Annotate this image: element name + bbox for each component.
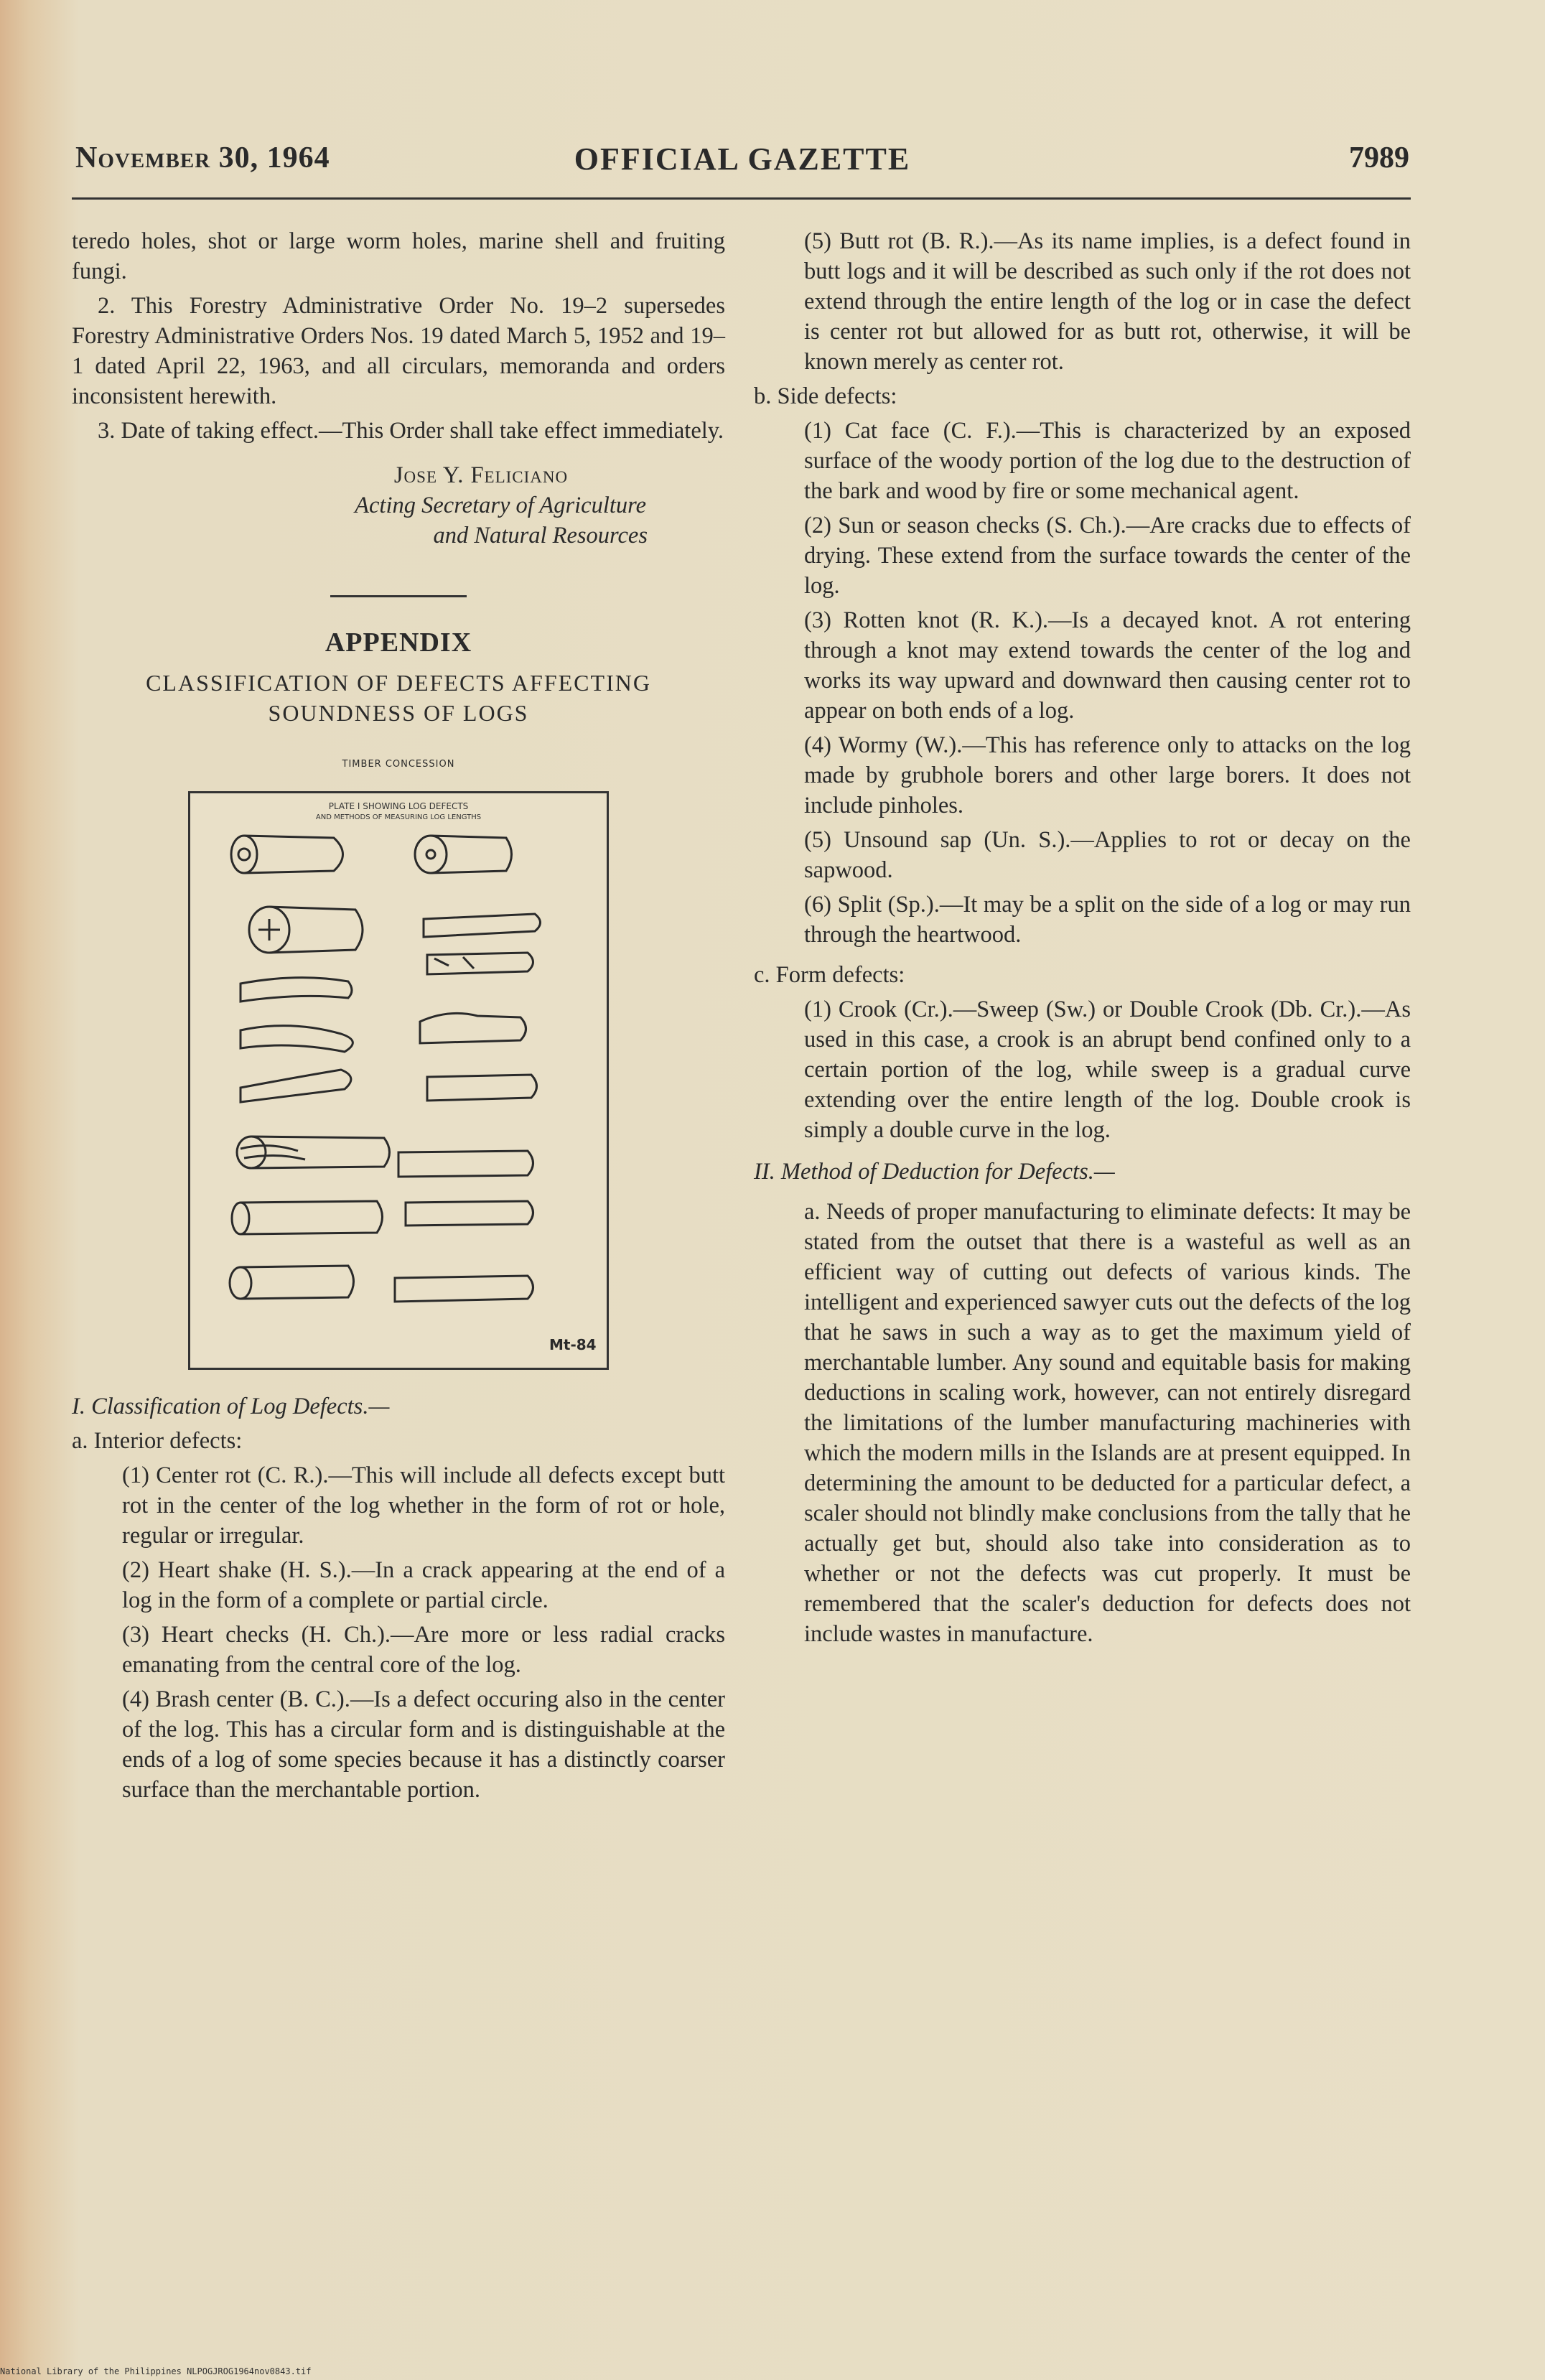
log-icon bbox=[241, 1070, 351, 1102]
interior-defects-list-continued bbox=[754, 226, 1411, 377]
section-II-heading: II. Method of Deduction for Defects.— bbox=[754, 1159, 1115, 1185]
appendix-subtitle bbox=[72, 668, 725, 728]
log-icon bbox=[241, 1201, 383, 1234]
section-b-heading: b. Side defects: bbox=[754, 383, 897, 409]
defect-butt-rot: (5) Butt rot (B. R.).—As its name implies, is a defect found in butt logs and it will be described as such only if the rot does not extend through the entire length of the log or in case the defect is center rot but allowed for as butt rot, otherwise, it will be known merely as center rot. bbox=[804, 228, 1411, 375]
signatory-title-1: Acting Secretary of Agriculture bbox=[355, 493, 646, 518]
log-icon bbox=[241, 1266, 354, 1299]
defect-brash-center: (4) Brash center (B. C.).—Is a defect occuring also in the center of the log. This has a circular form and is distinguishable at the ends of a log of some species because it has a distinctly coarser surface than the merchantable portion. bbox=[122, 1686, 725, 1803]
figure-top-caption: TIMBER CONCESSION bbox=[342, 759, 455, 770]
log-icon bbox=[241, 1026, 353, 1052]
defect-cat-face: (1) Cat face (C. F.).—This is characterized by an exposed surface of the woody portion of the log due to the destruction of the bark and wood by fire or some mechanical agent. bbox=[804, 418, 1411, 504]
defect-heart-checks: (3) Heart checks (H. Ch.).—Are more or less radial cracks emanating from the central core of the log. bbox=[122, 1622, 725, 1678]
figure-heading-2: AND METHODS OF MEASURING LOG LENGTHS bbox=[315, 813, 482, 821]
log-icon bbox=[427, 1075, 537, 1101]
intro-paragraph: teredo holes, shot or large worm holes, marine shell and fruiting fungi. bbox=[72, 228, 725, 284]
log-icon bbox=[420, 1013, 526, 1043]
signatory-name: Jose Y. Feliciano bbox=[393, 462, 569, 488]
log-defects-plate bbox=[188, 791, 609, 1370]
right-column bbox=[754, 226, 1411, 1653]
signatory-title-2: and Natural Resources bbox=[433, 523, 648, 549]
left-column bbox=[72, 226, 725, 1809]
defect-rotten-knot: (3) Rotten knot (R. K.).—Is a decayed knot. A rot entering through a knot may extend towards the center of the log and works its way upward and downward then causing center rot to appear on both ends of a log. bbox=[804, 607, 1411, 724]
defect-crook: (1) Crook (Cr.).—Sweep (Sw.) or Double Crook (Db. Cr.).—As used in this case, a crook is an abrupt bend confined only to a certain portion of the log, while sweep is a gradual curve extending over the entire length of the log. Double crook is simply a double curve in the log. bbox=[804, 997, 1411, 1143]
deduction-method-list bbox=[754, 1197, 1411, 1649]
section-a-heading: a. Interior defects: bbox=[72, 1428, 243, 1454]
log-end-icon bbox=[231, 836, 257, 873]
log-icon bbox=[241, 978, 352, 1002]
interior-defects-list bbox=[72, 1460, 725, 1805]
log-icon bbox=[395, 1276, 533, 1302]
side-defects-list bbox=[754, 416, 1411, 950]
page-header bbox=[75, 141, 1409, 191]
figure-code: Mt-84 bbox=[549, 1336, 597, 1353]
figure-heading-1: PLATE I SHOWING LOG DEFECTS bbox=[328, 801, 469, 811]
section-c-heading: c. Form defects: bbox=[754, 962, 905, 988]
appendix-title: APPENDIX bbox=[325, 627, 472, 658]
defect-unsound-sap: (5) Unsound sap (Un. S.).—Applies to rot or decay on the sapwood. bbox=[804, 827, 1411, 883]
defect-season-checks: (2) Sun or season checks (S. Ch.).—Are cracks due to effects of drying. These extend from the surface towards the center of the log. bbox=[804, 513, 1411, 599]
log-defects-drawing bbox=[190, 793, 607, 1368]
log-icon bbox=[244, 836, 343, 873]
section-divider bbox=[330, 595, 467, 597]
paragraph-3: 3. Date of taking effect.—This Order shall take effect immediately. bbox=[98, 418, 724, 444]
defect-center-rot: (1) Center rot (C. R.).—This will include all defects except butt rot in the center of the log whether in the form of rot or hole, regular or irregular. bbox=[122, 1462, 725, 1549]
deduction-paragraph-a: a. Needs of proper manufacturing to eliminate defects: It may be stated from the outset that there is a wasteful as well as an efficient way of cutting out defects of various kinds. The intelligent and experienced sawyer cuts out the defects of the log that he saws in such a way as to get the maximum yield of merchantable lumber. Any sound and equitable basis for making deductions in scaling work, however, can not entirely disregard the limitations of the lumber manufacturing machineries with which the modern mills in the Islands are at present equipped. In determining the amount to be deducted for a particular defect, a scaler should not blindly make conclusions from the tally that he actually get but, should also take into consideration as to whether or not the defects was cut properly. It must be remembered that the scaler's deduction for defects does not include wastes in manufacture. bbox=[804, 1199, 1411, 1647]
header-page-number: 7989 bbox=[1349, 141, 1409, 174]
defect-wormy: (4) Wormy (W.).—This has reference only to attacks on the log made by grubhole borers and other large borers. It does not include pinholes. bbox=[804, 732, 1411, 818]
log-icon bbox=[398, 1151, 533, 1177]
log-icon bbox=[406, 1201, 533, 1226]
section-I-heading: I. Classification of Log Defects.— bbox=[72, 1394, 390, 1419]
log-icon bbox=[251, 1137, 390, 1168]
header-title: OFFICIAL GAZETTE bbox=[574, 141, 911, 177]
header-date: November 30, 1964 bbox=[75, 141, 330, 174]
form-defects-list bbox=[754, 994, 1411, 1145]
scan-footer: National Library of the Philippines NLPOGJROG1964nov0843.tif bbox=[0, 2366, 312, 2376]
appendix-subtitle-line-2: SOUNDNESS OF LOGS bbox=[268, 700, 529, 726]
appendix-subtitle-line-1: CLASSIFICATION OF DEFECTS AFFECTING bbox=[146, 670, 651, 696]
defect-heart-shake: (2) Heart shake (H. S.).—In a crack appearing at the end of a log in the form of a complete or partial circle. bbox=[122, 1557, 725, 1613]
defect-split: (6) Split (Sp.).—It may be a split on the side of a log or may run through the heartwood. bbox=[804, 892, 1411, 948]
header-rule bbox=[72, 197, 1411, 200]
paragraph-2: 2. This Forestry Administrative Order No. 19–2 supersedes Forestry Administrative Orders Nos. 19 dated March 5, 1952 and 19–1 dated April 22, 1963, and all circulars, memoranda and orders inconsistent herewith. bbox=[72, 293, 725, 409]
log-icon bbox=[424, 914, 541, 937]
